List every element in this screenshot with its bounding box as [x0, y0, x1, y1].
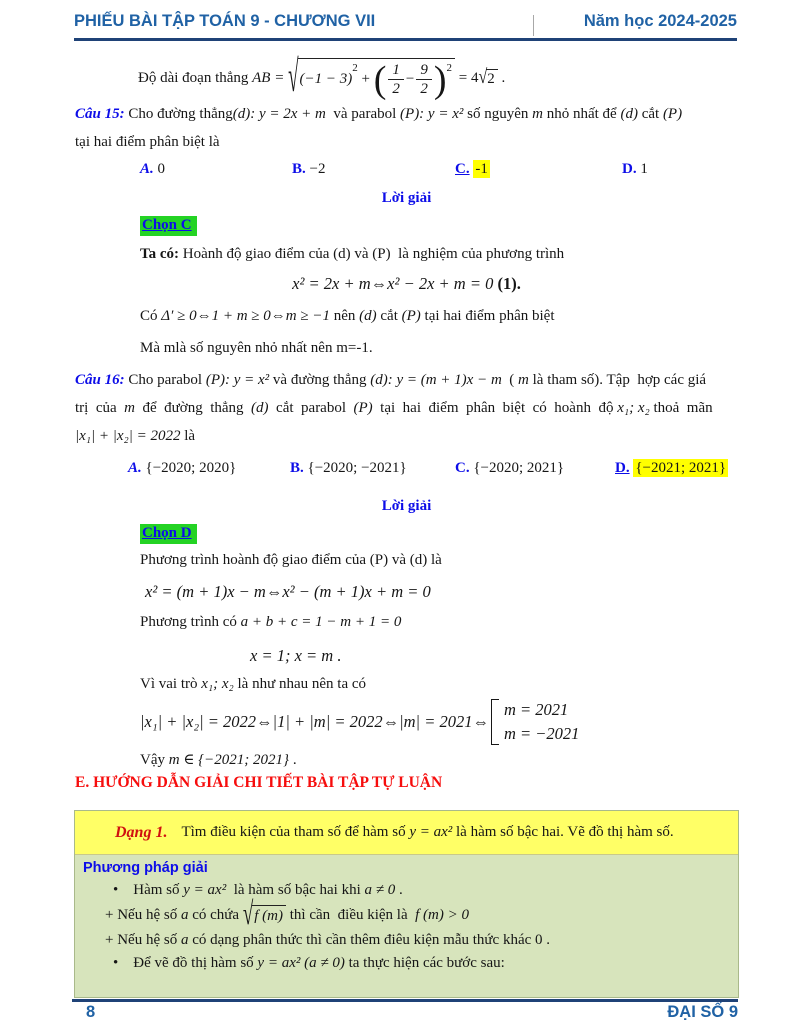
option-letter: C.: [455, 460, 470, 476]
q15-equation-1: [75, 274, 738, 294]
option-letter: C.: [455, 161, 470, 177]
text-segment: Vì vai trò: [140, 676, 202, 692]
option-letter: B.: [292, 161, 306, 177]
text-segment: Ta có:: [140, 246, 180, 262]
q16-line2: [75, 400, 713, 417]
left-bracket: [491, 699, 499, 745]
text-segment: và đường thẳng: [269, 372, 371, 388]
equation-left-part: |x₁| + |x₂| = 2022⇔|1| + |m| = 2022⇔|m| = 2021⇔: [140, 711, 489, 731]
text-segment: Để vẽ đồ thị hàm số: [133, 955, 258, 971]
text-segment: (d): y = (m + 1)x − m: [370, 372, 502, 388]
option-value-highlighted: {−2021; 2021}: [635, 460, 727, 476]
text-segment: a: [180, 932, 189, 948]
case-1: m = 2021: [503, 700, 569, 719]
text-segment: có dạng phân thức thì cần thêm điêu kiện mẫu thức khác 0 .: [188, 932, 551, 948]
option-letter: D.: [615, 460, 630, 476]
denominator: 2: [392, 81, 400, 97]
text-segment: (P): y = x²: [400, 106, 464, 122]
q16-sol-line1: Phương trình hoành độ giao điểm của (P) và (d) là: [140, 552, 442, 568]
q15-option-b: [292, 161, 325, 178]
option-letter: D.: [622, 161, 637, 177]
text-segment: để đường thẳng: [135, 400, 252, 416]
text-segment: cắt parabol: [268, 400, 354, 416]
numerator: 1: [388, 61, 404, 80]
option-value: 1: [640, 161, 648, 177]
q16-options: [0, 460, 792, 486]
text-segment: a ≠ 0: [364, 882, 396, 898]
option-letter: A.: [140, 161, 154, 177]
text-segment: + Nếu hệ số: [105, 932, 181, 948]
footer-rule: [72, 999, 738, 1002]
document-footer: [86, 1003, 738, 1022]
text-segment: .: [395, 882, 403, 898]
option-value: {−2020; −2021}: [307, 460, 407, 476]
text-segment: nên: [329, 308, 360, 324]
chosen-answer-badge: Chọn C: [140, 216, 197, 236]
text-segment: có chứa: [188, 906, 243, 923]
text-segment: số nguyên: [463, 106, 533, 122]
option-value: {−2020; 2021}: [473, 460, 565, 476]
text-segment: |x₁| + |x₂| = 2022: [75, 428, 181, 444]
option-value: 0: [157, 161, 166, 177]
text-segment: cắt: [637, 106, 663, 122]
text-segment: •: [113, 955, 134, 971]
text-segment: (P): y = x²: [205, 372, 270, 388]
q15-sol-line3: Mà mlà số nguyên nhỏ nhất nên m=-1.: [140, 340, 373, 356]
exponent: 2: [446, 62, 453, 74]
text-segment: nhỏ nhất để: [542, 106, 621, 122]
method-title: Phương pháp giải: [83, 860, 208, 876]
text-segment: Tìm điều kiện của tham số để hàm số: [181, 824, 410, 840]
ab-equals: AB =: [252, 69, 289, 86]
text-segment: thoả mãn: [649, 400, 713, 416]
q16-option-a: [128, 460, 236, 477]
q16-sol-line4: [140, 750, 297, 769]
option-value: −2: [309, 161, 326, 177]
chosen-answer-badge: Chọn D: [140, 524, 197, 544]
text-segment: y = ax² (a ≠ 0): [257, 955, 345, 971]
result-prefix: = 4: [455, 69, 479, 86]
radicand: (−1 − 3) 2 + ( $\frac{1}{2}$ − $\frac{9}{2}$ ) 2: [298, 58, 455, 98]
radical-sign: √: [478, 66, 488, 88]
q15-option-a: [140, 161, 165, 178]
text-segment: (d): [251, 400, 269, 416]
q16-equation-1: x² = (m + 1)x − m⇔x² − (m + 1)x + m = 0: [145, 582, 431, 601]
text-segment: Cho đường thẳng: [124, 106, 233, 122]
radical-sign: √: [242, 896, 254, 933]
q15-line1: [75, 106, 682, 123]
text-segment: (: [501, 372, 519, 388]
radicand: f (m): [252, 905, 286, 925]
cases-stack: [504, 698, 579, 746]
page-number: 8: [86, 1003, 96, 1021]
q15-chosen-answer: [140, 216, 197, 236]
numerator: 9: [416, 61, 432, 80]
fraction-1: [388, 61, 404, 98]
q16-sol-line3: [140, 676, 366, 693]
dang1-title-strip: [75, 811, 738, 855]
denominator: 2: [420, 81, 428, 97]
method-bullet-4: [83, 955, 728, 972]
header-school-year: Năm học 2024-2025: [583, 12, 737, 30]
text-segment: a: [180, 906, 189, 923]
text-segment: x₁; x₂: [617, 400, 650, 416]
text-segment: Cho parabol: [124, 372, 206, 388]
method-bullet-3: [83, 932, 728, 949]
text-segment: m: [532, 106, 543, 122]
text-segment: Vậy: [140, 752, 169, 768]
text-segment: Phương trình có: [140, 614, 241, 630]
text-segment: Câu 15:: [75, 106, 125, 122]
text-segment: (d): [620, 106, 638, 122]
radical-expression: [288, 52, 455, 103]
q16-line3: [75, 428, 195, 445]
radical-sign: √: [288, 52, 299, 103]
radicand: 2: [486, 69, 498, 88]
minus-sign: −: [405, 71, 415, 87]
text-segment: trị của: [75, 400, 125, 416]
intro-formula: [138, 52, 505, 104]
q16-solution-heading: Lời giải: [381, 498, 432, 514]
text-segment: và parabol: [325, 106, 401, 122]
fraction-2: [416, 61, 432, 98]
text-segment: tại hai điểm phân biệt có hoành độ: [372, 400, 618, 416]
text-segment: •: [113, 882, 134, 898]
sqrt-2: [478, 66, 497, 88]
text-segment: m: [518, 372, 529, 388]
text-segment: Hoành độ giao điểm của (d) và (P) là nghiệm của phương trình: [179, 246, 565, 262]
text-segment: + Nếu hệ số: [105, 906, 181, 923]
text-segment: (P): [401, 308, 421, 324]
cases-system: [489, 698, 579, 746]
sqrt-f-m: [242, 896, 286, 933]
text-segment: là: [180, 428, 196, 444]
option-letter: B.: [290, 460, 304, 476]
option-letter: A.: [128, 460, 142, 476]
bullet-2-prefix: [105, 907, 243, 924]
text-segment: .: [289, 752, 297, 768]
text-segment: (P): [662, 106, 683, 122]
text-segment: y = ax²: [409, 824, 453, 840]
q15-options: [0, 161, 792, 187]
q16-equation-2: x = 1; x = m .: [250, 646, 342, 665]
method-bullet-2: [83, 896, 728, 933]
footer-book-title: ĐẠI SỐ 9: [667, 1003, 738, 1021]
dang1-box: [74, 810, 739, 998]
text-segment: là hàm số bậc hai khi: [226, 882, 365, 898]
radicand-left: (−1 − 3): [299, 71, 353, 87]
text-segment: (d): y = 2x + m: [232, 106, 326, 122]
q15-sol-line1: [140, 246, 564, 263]
text-segment: là tham số). Tập hợp các giá: [528, 372, 707, 388]
section-e-heading: E. HƯỚNG DẪN GIẢI CHI TIẾT BÀI TẬP TỰ LUẬN: [75, 774, 443, 791]
text-segment: m: [124, 400, 135, 416]
text-segment: x₁; x₂: [201, 676, 234, 692]
header-title-left: PHIẾU BÀI TẬP TOÁN 9 - CHƯƠNG VII: [74, 12, 376, 30]
text-segment: Δ′ ≥ 0⇔1 + m ≥ 0⇔m ≥ −1: [161, 308, 330, 324]
period: .: [497, 69, 506, 86]
q15-option-c: [455, 161, 490, 178]
q15-sol-line2: [140, 308, 555, 325]
document-header: [74, 12, 737, 41]
q15-option-d: [622, 161, 648, 178]
plus-sign: +: [357, 71, 374, 87]
text-segment: x² = 2x + m⇔x² − 2x + m = 0: [292, 274, 494, 293]
method-section: [75, 855, 738, 997]
text-segment: y = ax²: [183, 882, 227, 898]
text-segment: (1).: [493, 274, 521, 293]
q16-equation-3: [140, 698, 579, 746]
q16-option-d: [615, 460, 728, 477]
q15-solution-heading: Lời giải: [381, 190, 432, 206]
option-value: {−2020; 2020}: [145, 460, 237, 476]
intro-lead: Độ dài đoạn thẳng: [138, 69, 253, 86]
q16-option-c: [455, 460, 564, 477]
text-segment: thì cần điều kiện là: [286, 906, 416, 923]
case-2: m = −2021: [503, 723, 580, 743]
text-segment: là hàm số bậc hai. Vẽ đồ thị hàm số.: [452, 824, 674, 840]
q16-chosen-answer: [140, 524, 197, 544]
dang1-label: Dạng 1.: [115, 823, 168, 841]
text-segment: tại hai điểm phân biệt: [420, 308, 555, 324]
option-value-highlighted: -1: [475, 161, 488, 177]
q16-sol-line2: [140, 614, 401, 631]
q16-line1: [75, 372, 706, 389]
header-divider: [533, 15, 534, 36]
text-segment: m ∈ {−2021; 2021}: [168, 752, 290, 768]
q16-option-b: [290, 460, 407, 477]
text-segment: Hàm số: [133, 882, 184, 898]
text-segment: cắt: [376, 308, 402, 324]
exponent: 2: [352, 62, 358, 74]
bullet-2-suffix: [286, 907, 469, 924]
text-segment: f (m) > 0: [415, 906, 470, 923]
text-segment: Câu 16:: [75, 372, 125, 388]
text-segment: (d): [359, 308, 377, 324]
method-bullet-1: [83, 882, 728, 899]
text-segment: ta thực hiện các bước sau:: [344, 955, 505, 971]
dang1-text: [181, 824, 673, 841]
text-segment: (P): [353, 400, 373, 416]
text-segment: a + b + c = 1 − m + 1 = 0: [240, 614, 402, 630]
text-segment: Có: [140, 308, 162, 324]
q15-line2: tại hai điểm phân biệt là: [75, 134, 220, 150]
text-segment: là như nhau nên ta có: [233, 676, 367, 692]
